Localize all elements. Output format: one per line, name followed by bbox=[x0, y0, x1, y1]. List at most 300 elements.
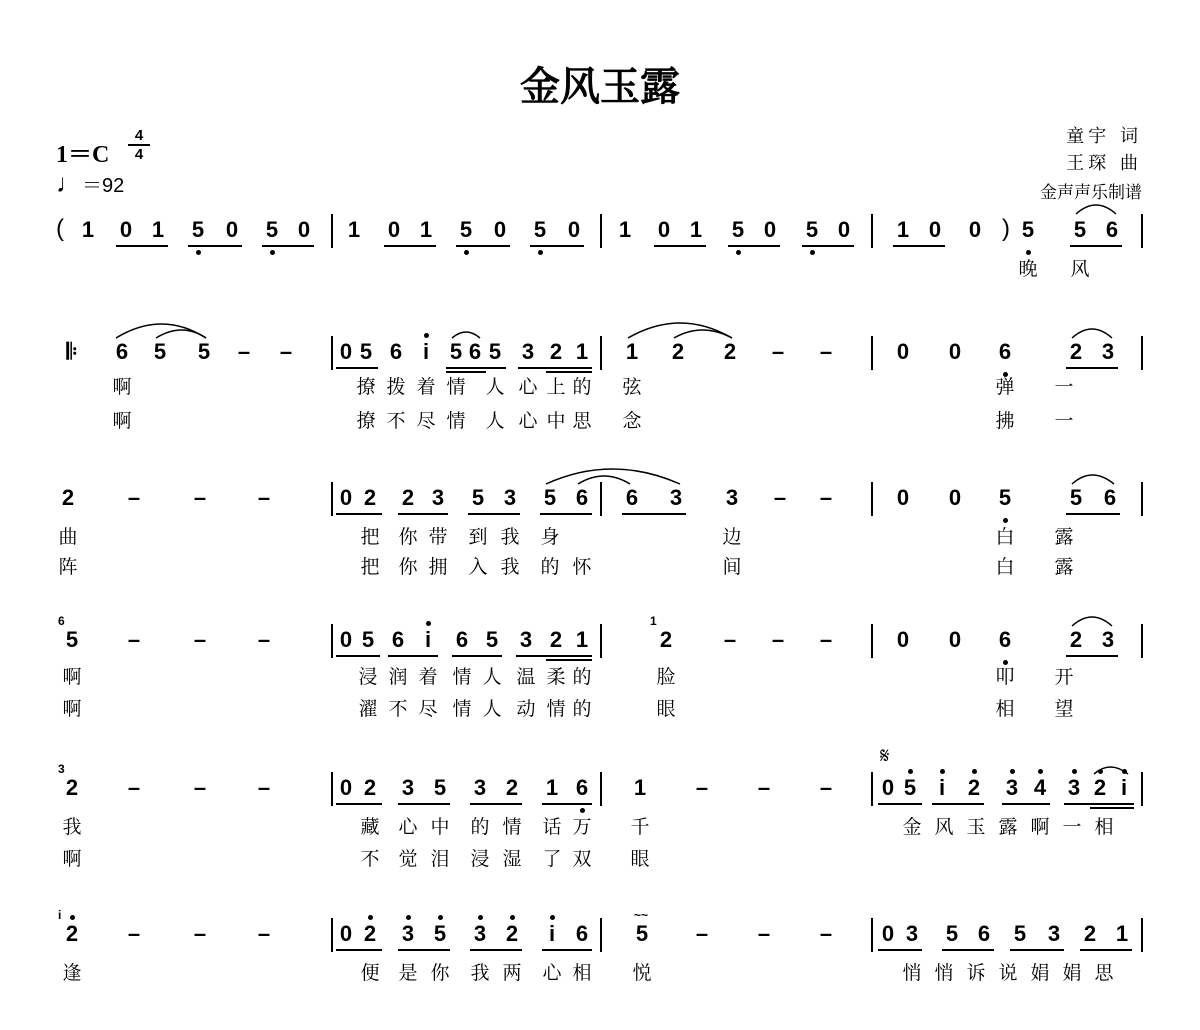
note: – bbox=[723, 627, 737, 652]
lyric: 温 bbox=[516, 666, 536, 688]
note: 5 bbox=[1069, 485, 1083, 510]
bar-line bbox=[1141, 624, 1143, 658]
note: 2 bbox=[401, 485, 415, 510]
lyric: 一 bbox=[1054, 410, 1074, 432]
open-paren: ( bbox=[56, 215, 64, 242]
note: 6 bbox=[977, 921, 991, 946]
lyric: 啊 bbox=[112, 410, 132, 432]
lyric: 心 bbox=[542, 962, 562, 984]
lyric: 撩 bbox=[356, 376, 376, 398]
note: 5 bbox=[65, 627, 79, 652]
note: 2 bbox=[505, 775, 519, 800]
lyric: 啊 bbox=[1030, 816, 1050, 838]
note: 4 bbox=[1033, 775, 1047, 800]
lyric: 啊 bbox=[62, 698, 82, 720]
note: 5 bbox=[471, 485, 485, 510]
note: 1 bbox=[81, 217, 95, 242]
lyric: 娟 bbox=[1062, 962, 1082, 984]
lyric: 思 bbox=[572, 410, 592, 432]
lyricist-credit: 童宇 词 bbox=[1066, 126, 1142, 147]
note: i bbox=[938, 775, 946, 800]
lyric: 我 bbox=[500, 556, 520, 578]
note: 0 bbox=[567, 217, 581, 242]
slur-arcs bbox=[0, 176, 1200, 216]
publisher-credit: 金声声乐制谱 bbox=[1040, 183, 1142, 203]
note: 1 bbox=[633, 775, 647, 800]
lyric: 情 bbox=[546, 698, 566, 720]
lyric: 的 bbox=[470, 816, 490, 838]
bar-line bbox=[871, 482, 873, 516]
lyric: 望 bbox=[1054, 698, 1074, 720]
bar-line bbox=[1141, 336, 1143, 370]
staff-row-5 bbox=[0, 908, 1200, 1030]
note: 5 bbox=[433, 921, 447, 946]
grace-note: 6 bbox=[58, 614, 65, 628]
note: – bbox=[819, 921, 833, 946]
note: 1 bbox=[151, 217, 165, 242]
lyric: 啊 bbox=[112, 376, 132, 398]
lyric: 拂 bbox=[995, 410, 1015, 432]
lyric: 尽 bbox=[416, 410, 436, 432]
note: 6 bbox=[455, 627, 469, 652]
note: – bbox=[279, 339, 293, 364]
note: i bbox=[1120, 775, 1128, 800]
lyric: 情 bbox=[452, 666, 472, 688]
note: 2 bbox=[549, 627, 563, 652]
note: 2 bbox=[1083, 921, 1097, 946]
note: 2 bbox=[65, 921, 79, 946]
note: 0 bbox=[339, 775, 353, 800]
lyric: 上 bbox=[546, 376, 566, 398]
lyric: 露 bbox=[998, 816, 1018, 838]
lyric: 边 bbox=[722, 526, 742, 548]
note: 6 bbox=[1103, 485, 1117, 510]
note: 0 bbox=[948, 627, 962, 652]
lyric: 不 bbox=[360, 848, 380, 870]
note: 6 bbox=[625, 485, 639, 510]
note: – bbox=[237, 339, 251, 364]
lyric: 拨 bbox=[386, 376, 406, 398]
lyric: 一 bbox=[1062, 816, 1082, 838]
note: – bbox=[819, 485, 833, 510]
lyric: 情 bbox=[502, 816, 522, 838]
composer-credit: 王琛 曲 bbox=[1066, 153, 1142, 174]
note: – bbox=[771, 339, 785, 364]
lyric: 露 bbox=[1054, 526, 1074, 548]
time-signature-top: 4 bbox=[134, 127, 144, 144]
lyric: 中 bbox=[430, 816, 450, 838]
note: 5 bbox=[433, 775, 447, 800]
quarter-note-icon: ♩ bbox=[56, 168, 82, 198]
note: 2 bbox=[1069, 339, 1083, 364]
note: 3 bbox=[905, 921, 919, 946]
note: 0 bbox=[896, 339, 910, 364]
note: – bbox=[193, 627, 207, 652]
note: 3 bbox=[431, 485, 445, 510]
lyric: 双 bbox=[572, 848, 592, 870]
bar-line bbox=[600, 336, 602, 370]
lyric: 千 bbox=[630, 816, 650, 838]
lyric: 娟 bbox=[1030, 962, 1050, 984]
lyric: 情 bbox=[446, 410, 466, 432]
note: 5 bbox=[805, 217, 819, 242]
lyric: 带 bbox=[428, 526, 448, 548]
lyric: 拥 bbox=[428, 556, 448, 578]
note: – bbox=[127, 627, 141, 652]
bar-line bbox=[600, 772, 602, 806]
repeat-start-sign: 𝄆 bbox=[66, 339, 78, 364]
lyric: 眼 bbox=[630, 848, 650, 870]
note: 3 bbox=[519, 627, 533, 652]
bar-line bbox=[331, 214, 333, 248]
note: i bbox=[548, 921, 556, 946]
lyric: 眼 bbox=[656, 698, 676, 720]
lyric: 说 bbox=[998, 962, 1018, 984]
lyric: 是 bbox=[398, 962, 418, 984]
lyric: 风 bbox=[1070, 258, 1090, 280]
note: 1 bbox=[896, 217, 910, 242]
note: 3 bbox=[1101, 627, 1115, 652]
lyric: 悄 bbox=[902, 962, 922, 984]
note: 0 bbox=[968, 217, 982, 242]
note: – bbox=[193, 775, 207, 800]
lyric: 万 bbox=[572, 816, 592, 838]
bar-line bbox=[1141, 772, 1143, 806]
note: – bbox=[127, 485, 141, 510]
note: 2 bbox=[549, 339, 563, 364]
note: 3 bbox=[725, 485, 739, 510]
lyric: 人 bbox=[485, 376, 505, 398]
staff-row-2 bbox=[0, 484, 1200, 594]
note: 2 bbox=[61, 485, 75, 510]
lyric: 着 bbox=[418, 666, 438, 688]
lyric: 念 bbox=[622, 410, 642, 432]
note: 2 bbox=[363, 921, 377, 946]
note: 5 bbox=[359, 339, 373, 364]
lyric: 风 bbox=[934, 816, 954, 838]
lyric: 的 bbox=[540, 556, 560, 578]
note: 2 bbox=[671, 339, 685, 364]
note: 1 bbox=[347, 217, 361, 242]
note: 3 bbox=[473, 775, 487, 800]
note: 3 bbox=[473, 921, 487, 946]
lyric: 相 bbox=[1094, 816, 1114, 838]
note: 3 bbox=[1101, 339, 1115, 364]
note: – bbox=[257, 921, 271, 946]
note: 0 bbox=[119, 217, 133, 242]
note: 5 bbox=[449, 339, 463, 364]
lyric: 湿 bbox=[502, 848, 522, 870]
bar-line bbox=[1141, 482, 1143, 516]
slur-arcs bbox=[0, 734, 1200, 774]
lyric: 曲 bbox=[58, 526, 78, 548]
note: 5 bbox=[361, 627, 375, 652]
note: 1 bbox=[575, 627, 589, 652]
note: 0 bbox=[948, 339, 962, 364]
lyric: 着 bbox=[416, 376, 436, 398]
note: – bbox=[127, 921, 141, 946]
note: 5 bbox=[731, 217, 745, 242]
lyric: 两 bbox=[502, 962, 522, 984]
lyric: 弦 bbox=[622, 376, 642, 398]
note: 5 bbox=[459, 217, 473, 242]
bar-line bbox=[600, 482, 602, 516]
note: 5 bbox=[903, 775, 917, 800]
note: – bbox=[757, 775, 771, 800]
note: 1 bbox=[618, 217, 632, 242]
note: 0 bbox=[763, 217, 777, 242]
bar-line bbox=[871, 624, 873, 658]
note: 1 bbox=[625, 339, 639, 364]
note: 6 bbox=[468, 339, 482, 364]
lyric: 浸 bbox=[358, 666, 378, 688]
note: 3 bbox=[401, 921, 415, 946]
tempo-value: ＝92 bbox=[82, 175, 125, 197]
note: i bbox=[422, 339, 430, 364]
bar-line bbox=[600, 624, 602, 658]
lyric: 逢 bbox=[62, 962, 82, 984]
lyric: 泪 bbox=[430, 848, 450, 870]
lyric: 啊 bbox=[62, 666, 82, 688]
note: – bbox=[771, 627, 785, 652]
lyric: 人 bbox=[482, 666, 502, 688]
note: 0 bbox=[896, 485, 910, 510]
note: i bbox=[424, 627, 432, 652]
note: – bbox=[193, 921, 207, 946]
lyric: 的 bbox=[572, 376, 592, 398]
lyric: 露 bbox=[1054, 556, 1074, 578]
note: 0 bbox=[225, 217, 239, 242]
lyric: 心 bbox=[518, 376, 538, 398]
staff-row-1 bbox=[0, 338, 1200, 448]
note: – bbox=[819, 627, 833, 652]
note: 2 bbox=[1093, 775, 1107, 800]
bar-line bbox=[600, 214, 602, 248]
lyric: 啊 bbox=[62, 848, 82, 870]
note: 0 bbox=[297, 217, 311, 242]
note: 0 bbox=[339, 339, 353, 364]
lyric: 尽 bbox=[418, 698, 438, 720]
note: 0 bbox=[493, 217, 507, 242]
lyric: 不 bbox=[388, 698, 408, 720]
segno-sign: 𝄋 bbox=[880, 744, 890, 769]
note: 6 bbox=[998, 339, 1012, 364]
note: 2 bbox=[363, 485, 377, 510]
note: 1 bbox=[575, 339, 589, 364]
note: 2 bbox=[65, 775, 79, 800]
bar-line bbox=[871, 336, 873, 370]
note: – bbox=[773, 485, 787, 510]
note: 0 bbox=[881, 921, 895, 946]
note: – bbox=[819, 775, 833, 800]
note: 0 bbox=[657, 217, 671, 242]
note: 2 bbox=[1069, 627, 1083, 652]
note: 1 bbox=[1115, 921, 1129, 946]
note: 0 bbox=[837, 217, 851, 242]
lyric: 金 bbox=[902, 816, 922, 838]
note: – bbox=[193, 485, 207, 510]
lyric: 便 bbox=[360, 962, 380, 984]
lyric: 的 bbox=[572, 666, 592, 688]
note: 5 bbox=[265, 217, 279, 242]
note: 3 bbox=[503, 485, 517, 510]
note: 3 bbox=[521, 339, 535, 364]
lyric: 诉 bbox=[966, 962, 986, 984]
note: 6 bbox=[575, 485, 589, 510]
lyric: 我 bbox=[500, 526, 520, 548]
lyric: 你 bbox=[398, 556, 418, 578]
note: 0 bbox=[339, 627, 353, 652]
note: 1 bbox=[689, 217, 703, 242]
time-signature-bottom: 4 bbox=[134, 146, 144, 163]
note: 5 bbox=[197, 339, 211, 364]
bar-line bbox=[1141, 918, 1143, 952]
note: 5 bbox=[533, 217, 547, 242]
trill-mark: ~~ bbox=[634, 908, 649, 922]
note: – bbox=[127, 775, 141, 800]
lyric: 到 bbox=[468, 526, 488, 548]
grace-note: i bbox=[58, 908, 62, 922]
note: 5 bbox=[485, 627, 499, 652]
lyric: 相 bbox=[995, 698, 1015, 720]
lyric: 中 bbox=[546, 410, 566, 432]
note: 6 bbox=[389, 339, 403, 364]
note: – bbox=[695, 775, 709, 800]
note: – bbox=[257, 775, 271, 800]
lyric: 脸 bbox=[656, 666, 676, 688]
lyric: 动 bbox=[516, 698, 536, 720]
lyric: 一 bbox=[1054, 376, 1074, 398]
lyric: 入 bbox=[468, 556, 488, 578]
note: – bbox=[257, 485, 271, 510]
lyric: 心 bbox=[398, 816, 418, 838]
lyric: 晚 bbox=[1018, 258, 1038, 280]
note: 2 bbox=[723, 339, 737, 364]
note: 0 bbox=[896, 627, 910, 652]
note: 3 bbox=[669, 485, 683, 510]
note: – bbox=[757, 921, 771, 946]
lyric: 白 bbox=[995, 556, 1015, 578]
lyric: 濯 bbox=[358, 698, 378, 720]
note: 3 bbox=[1047, 921, 1061, 946]
note: 5 bbox=[635, 921, 649, 946]
note: 2 bbox=[363, 775, 377, 800]
lyric: 情 bbox=[452, 698, 472, 720]
lyric: 间 bbox=[722, 556, 742, 578]
song-title: 金风玉露 bbox=[520, 64, 680, 110]
lyric: 思 bbox=[1094, 962, 1114, 984]
bar-line bbox=[871, 214, 873, 248]
grace-note: 3 bbox=[58, 762, 65, 776]
lyric: 浸 bbox=[470, 848, 490, 870]
lyric: 我 bbox=[470, 962, 490, 984]
note: 0 bbox=[339, 921, 353, 946]
note: 0 bbox=[881, 775, 895, 800]
note: 5 bbox=[1021, 217, 1035, 242]
note: 3 bbox=[401, 775, 415, 800]
slur-arcs bbox=[0, 586, 1200, 626]
note: 2 bbox=[505, 921, 519, 946]
note: 5 bbox=[1073, 217, 1087, 242]
note: 1 bbox=[419, 217, 433, 242]
lyric: 玉 bbox=[966, 816, 986, 838]
note: 5 bbox=[153, 339, 167, 364]
lyric: 把 bbox=[360, 556, 380, 578]
note: 5 bbox=[1013, 921, 1027, 946]
lyric: 撩 bbox=[356, 410, 376, 432]
lyric: 不 bbox=[386, 410, 406, 432]
lyric: 怀 bbox=[572, 556, 592, 578]
close-paren: ) bbox=[1002, 215, 1010, 242]
lyric: 了 bbox=[542, 848, 562, 870]
note: 0 bbox=[928, 217, 942, 242]
note: – bbox=[257, 627, 271, 652]
note: 2 bbox=[967, 775, 981, 800]
note: – bbox=[819, 339, 833, 364]
note: 5 bbox=[191, 217, 205, 242]
lyric: 悦 bbox=[632, 962, 652, 984]
lyric: 的 bbox=[572, 698, 592, 720]
note: 3 bbox=[1067, 775, 1081, 800]
note: 6 bbox=[1105, 217, 1119, 242]
lyric: 弹 bbox=[995, 376, 1015, 398]
bar-line bbox=[1141, 214, 1143, 248]
note: 2 bbox=[659, 627, 673, 652]
lyric: 你 bbox=[398, 526, 418, 548]
lyric: 叩 bbox=[995, 666, 1015, 688]
bar-line bbox=[871, 772, 873, 806]
note: 3 bbox=[1005, 775, 1019, 800]
lyric: 人 bbox=[485, 410, 505, 432]
note: 6 bbox=[115, 339, 129, 364]
lyric: 你 bbox=[430, 962, 450, 984]
note: 5 bbox=[488, 339, 502, 364]
lyric: 白 bbox=[995, 526, 1015, 548]
note: 6 bbox=[998, 627, 1012, 652]
note: 0 bbox=[339, 485, 353, 510]
lyric: 柔 bbox=[546, 666, 566, 688]
note: 6 bbox=[575, 775, 589, 800]
lyric: 我 bbox=[62, 816, 82, 838]
lyric: 润 bbox=[388, 666, 408, 688]
lyric: 觉 bbox=[398, 848, 418, 870]
lyric: 把 bbox=[360, 526, 380, 548]
lyric: 情 bbox=[446, 376, 466, 398]
note: 6 bbox=[391, 627, 405, 652]
lyric: 相 bbox=[572, 962, 592, 984]
slur-arcs bbox=[0, 298, 1200, 338]
note: 0 bbox=[948, 485, 962, 510]
lyric: 心 bbox=[518, 410, 538, 432]
note: 5 bbox=[543, 485, 557, 510]
bar-line bbox=[600, 918, 602, 952]
note: – bbox=[695, 921, 709, 946]
lyric: 悄 bbox=[934, 962, 954, 984]
note: 1 bbox=[545, 775, 559, 800]
lyric: 话 bbox=[542, 816, 562, 838]
note: 0 bbox=[387, 217, 401, 242]
lyric: 人 bbox=[482, 698, 502, 720]
staff-row-3 bbox=[0, 614, 1200, 736]
note: 6 bbox=[575, 921, 589, 946]
grace-note: 1 bbox=[650, 614, 657, 628]
note: 5 bbox=[998, 485, 1012, 510]
lyric: 开 bbox=[1054, 666, 1074, 688]
key-signature: 1＝C bbox=[56, 142, 110, 168]
staff-row-4 bbox=[0, 744, 1200, 884]
slur-arcs bbox=[0, 444, 1200, 484]
bar-line bbox=[871, 918, 873, 952]
